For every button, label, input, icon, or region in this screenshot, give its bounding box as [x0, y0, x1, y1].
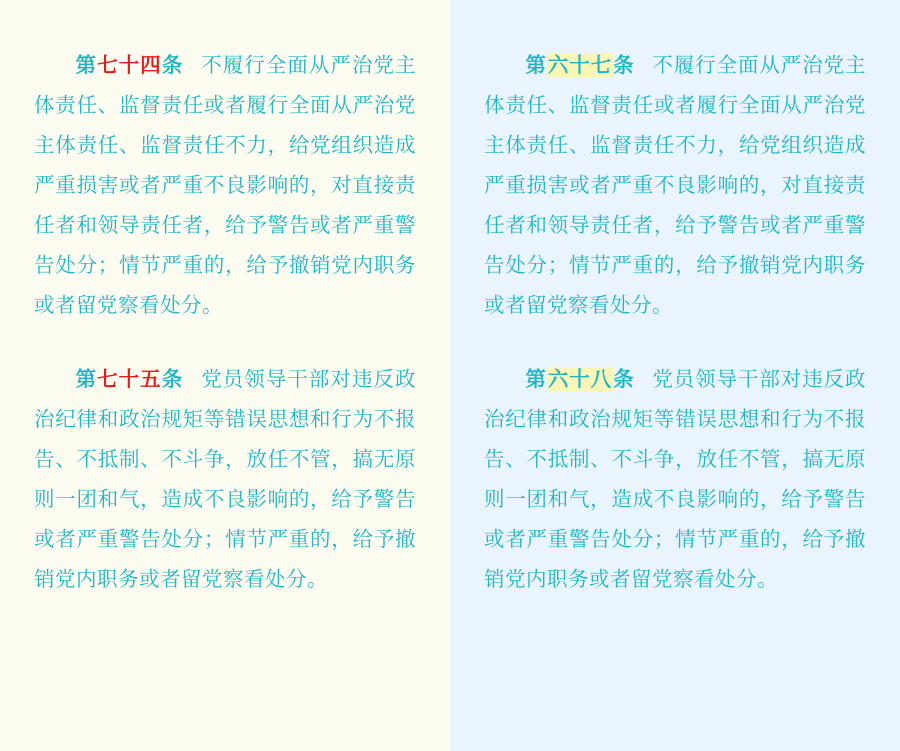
- article-number-suffix: 条: [161, 53, 184, 77]
- article-paragraph: [484, 46, 866, 326]
- right-column: [450, 0, 900, 751]
- article-number-prefix: 第: [75, 366, 98, 391]
- article-paragraph: [484, 360, 866, 600]
- article-block: [34, 46, 416, 326]
- article-body: 不履行全面从严治党主体责任、监督责任或者履行全面从严治党主体责任、监督责任不力，给党组织造成严重损害或者严重不良影响的，对直接责任者和领导责任者，给予警告或者严重警告处分；情节严重的，给予撤销党内职务或者留党察看处分。: [34, 53, 417, 317]
- article-number: [525, 53, 634, 77]
- article-number-prefix: 第: [525, 366, 547, 391]
- article-number-suffix: 条: [613, 53, 635, 77]
- article-body: 不履行全面从严治党主体责任、监督责任或者履行全面从严治党主体责任、监督责任不力，给党组织造成严重损害或者严重不良影响的，对直接责任者和领导责任者，给予警告或者严重警告处分；情节严重的，给予撤销党内职务或者留党察看处分。: [484, 53, 867, 317]
- article-number-suffix: 条: [613, 366, 635, 391]
- article-number-core: 七十四: [97, 53, 162, 77]
- article-number: [75, 53, 183, 77]
- article-number: [75, 367, 183, 391]
- article-paragraph: [34, 360, 416, 600]
- article-block: [34, 360, 416, 600]
- article-block: [484, 46, 866, 326]
- article-number-core: 七十五: [97, 366, 162, 391]
- article-number-core-highlighted: 六十七: [547, 53, 613, 77]
- article-body: 党员领导干部对违反政治纪律和政治规矩等错误思想和行为不报告、不抵制、不斗争，放任不管，搞无原则一团和气，造成不良影响的，给予警告或者严重警告处分；情节严重的，给予撤销党内职务或者留党察看处分。: [484, 366, 867, 591]
- article-number-prefix: 第: [525, 53, 547, 77]
- article-block: [484, 360, 866, 600]
- article-number-suffix: 条: [161, 366, 184, 391]
- article-number-prefix: 第: [75, 53, 98, 77]
- article-number-core-highlighted: 六十八: [547, 366, 613, 391]
- article-paragraph: [34, 46, 416, 326]
- article-body: 党员领导干部对违反政治纪律和政治规矩等错误思想和行为不报告、不抵制、不斗争，放任不管，搞无原则一团和气，造成不良影响的，给予警告或者严重警告处分；情节严重的，给予撤销党内职务或者留党察看处分。: [34, 366, 417, 591]
- article-number: [525, 367, 634, 391]
